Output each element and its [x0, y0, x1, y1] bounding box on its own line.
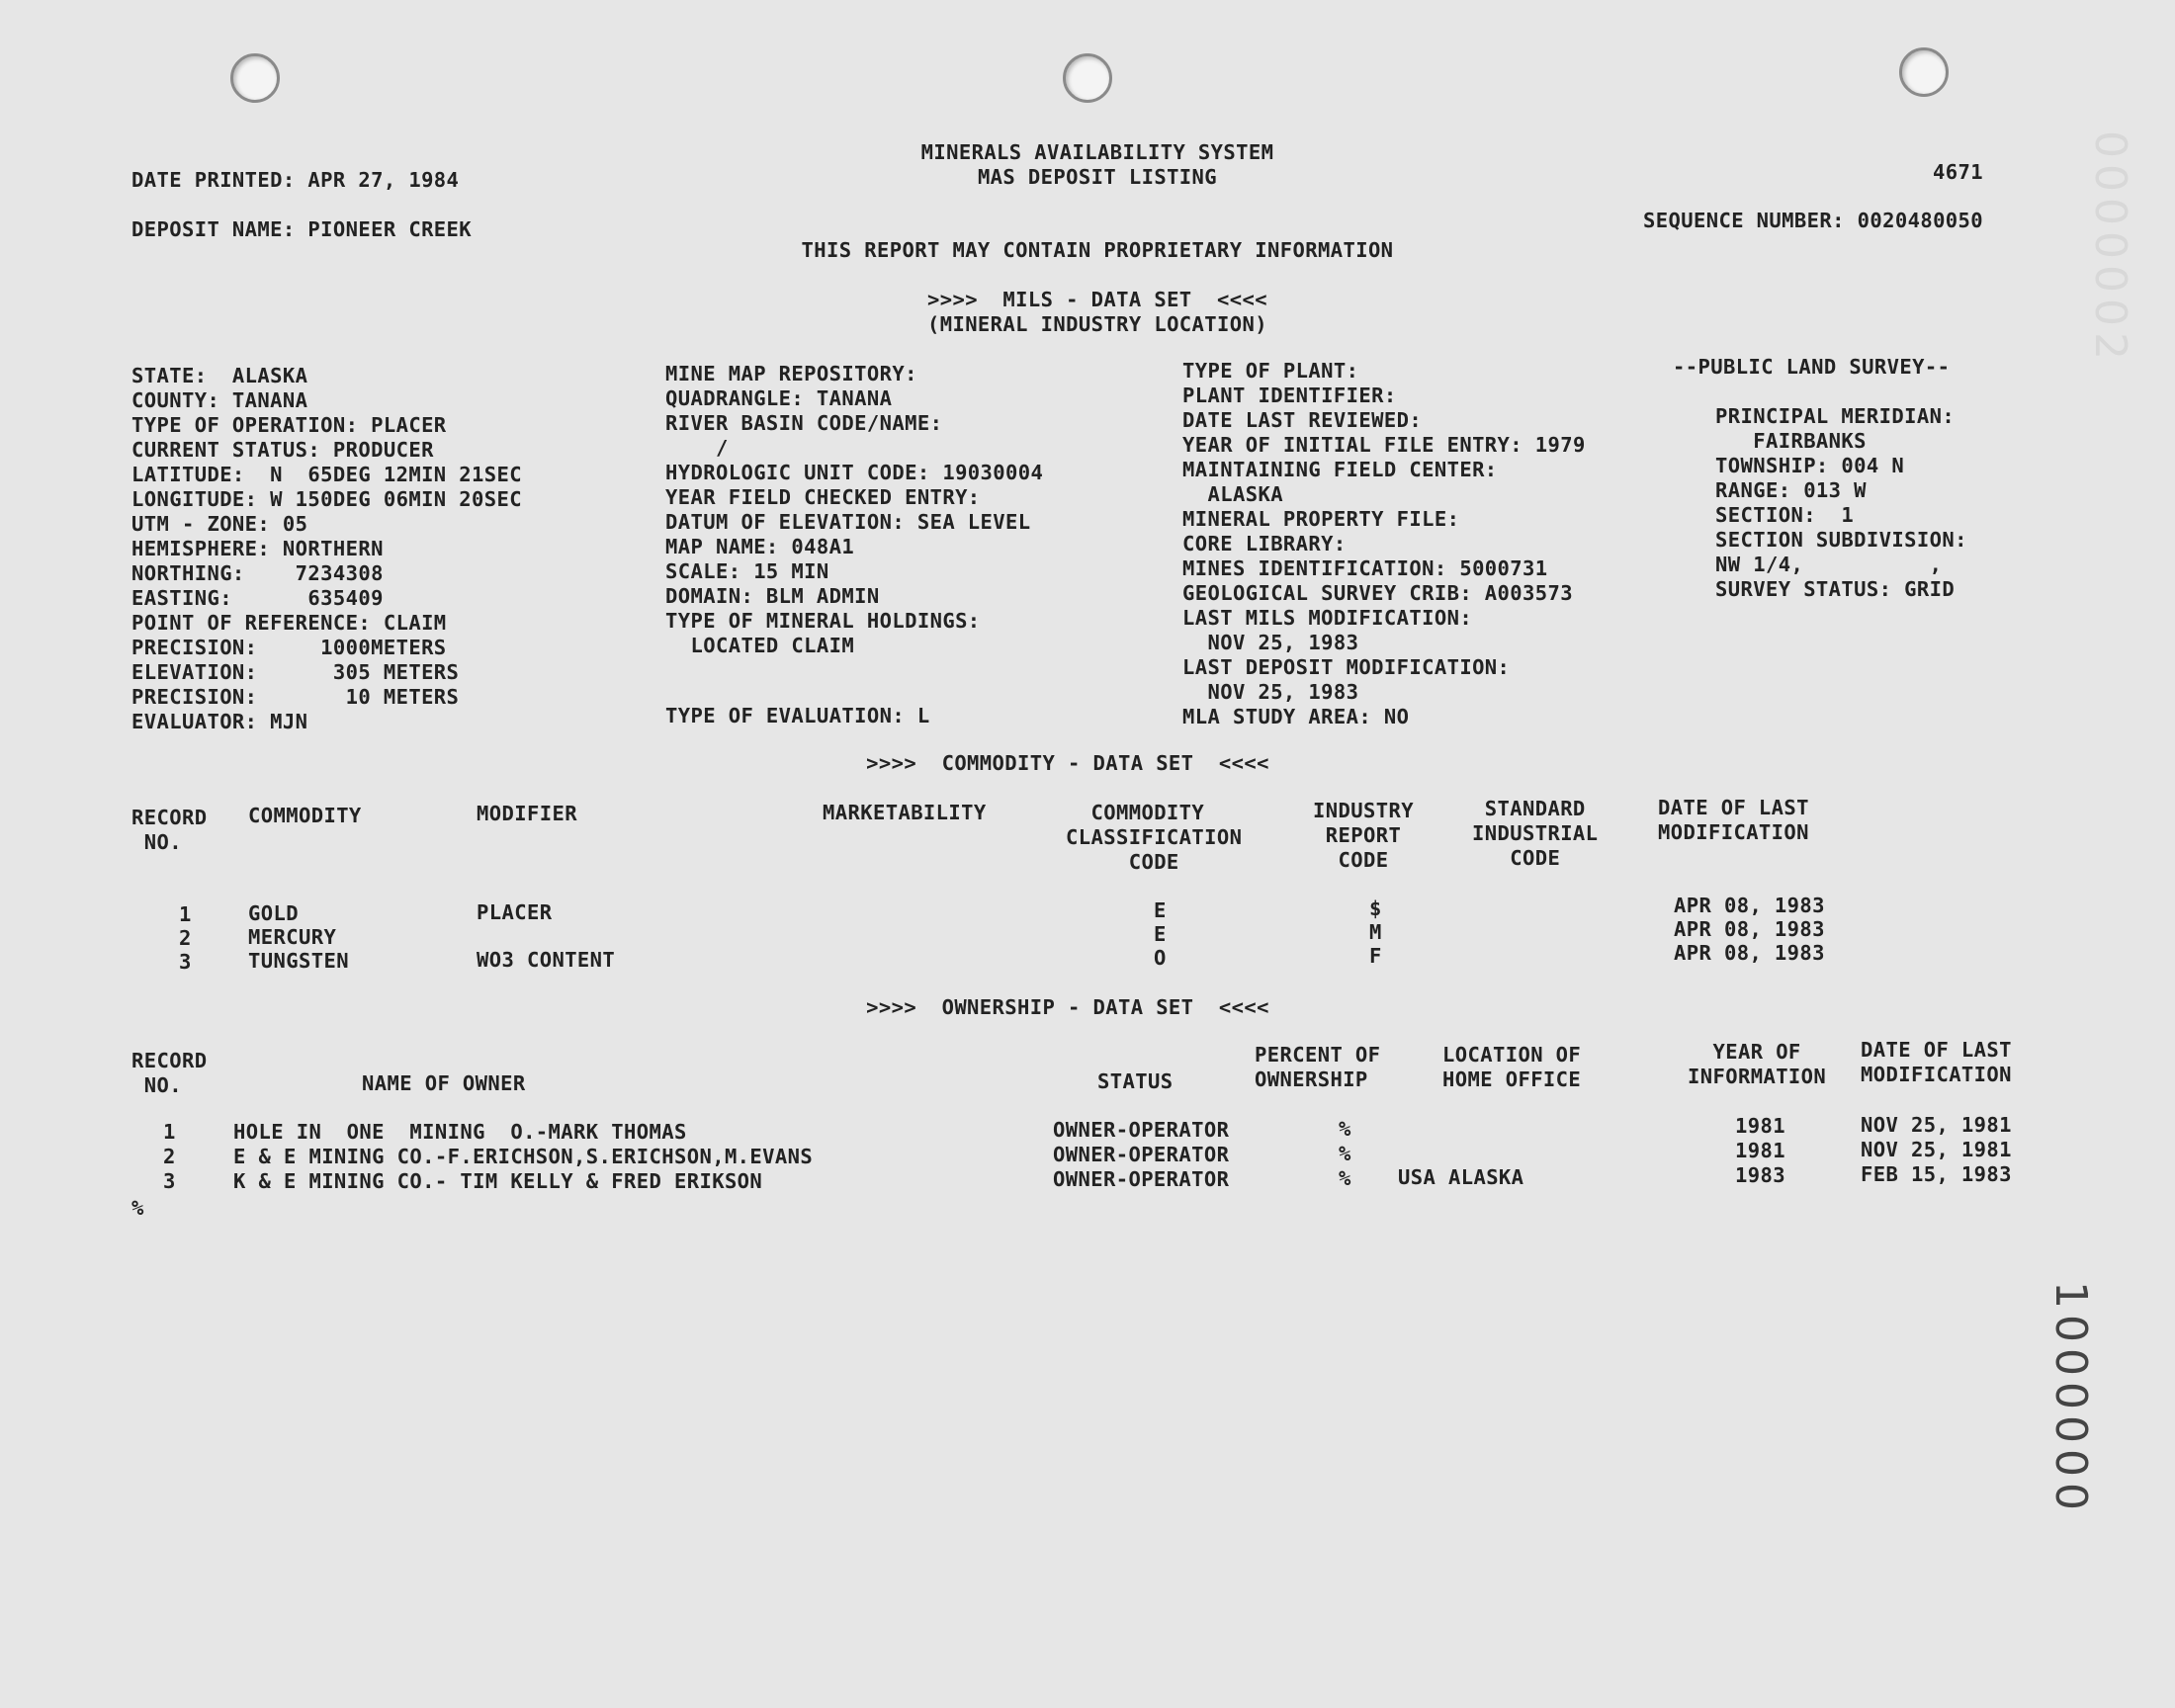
mils-field: QUADRANGLE: TANANA [665, 386, 893, 410]
mils-field: NOV 25, 1983 [1182, 631, 1359, 654]
mils-field: MINES IDENTIFICATION: 5000731 [1182, 556, 1548, 580]
mils-field: DATE LAST REVIEWED: [1182, 408, 1423, 432]
industry-report-code: M [1369, 920, 1382, 944]
date-of-last-modification: FEB 15, 1983 [1861, 1162, 2012, 1186]
mils-heading: >>>> MILS - DATA SET <<<< [926, 288, 1268, 311]
date-of-last-modification: APR 08, 1983 [1674, 941, 1825, 965]
mils-field: EASTING: 635409 [131, 586, 384, 610]
mils-field: NORTHING: 7234308 [131, 561, 384, 585]
mils-field: HYDROLOGIC UNIT CODE: 19030004 [665, 461, 1044, 484]
owner-name: HOLE IN ONE MINING O.-MARK THOMAS [233, 1120, 687, 1144]
mils-field: RANGE: 013 W [1715, 478, 1867, 502]
percent-ownership: % [1339, 1166, 1351, 1190]
deposit-name: DEPOSIT NAME: PIONEER CREEK [131, 217, 473, 241]
mils-field: FAIRBANKS [1715, 429, 1867, 453]
mils-field: TOWNSHIP: 004 N [1715, 454, 1905, 477]
col-header-percent: PERCENT OF OWNERSHIP [1255, 1043, 1381, 1091]
mils-field: LAST DEPOSIT MODIFICATION: [1182, 655, 1511, 679]
mils-subheading: (MINERAL INDUSTRY LOCATION) [926, 312, 1268, 336]
mils-field: UTM - ZONE: 05 [131, 512, 308, 536]
mils-field: COUNTY: TANANA [131, 388, 308, 412]
sequence-number: SEQUENCE NUMBER: 0020480050 [1643, 209, 1984, 232]
mils-field: LONGITUDE: W 150DEG 06MIN 20SEC [131, 487, 523, 511]
classification-code: E [1154, 898, 1167, 922]
mils-field: DOMAIN: BLM ADMIN [665, 584, 880, 608]
mils-field: MINE MAP REPOSITORY: [665, 362, 917, 385]
date-of-last-modification: APR 08, 1983 [1674, 894, 1825, 917]
mils-field: HEMISPHERE: NORTHERN [131, 537, 384, 560]
commodity-heading: >>>> COMMODITY - DATA SET <<<< [866, 751, 1269, 775]
mils-field: DATUM OF ELEVATION: SEA LEVEL [665, 510, 1031, 534]
listing-title: MAS DEPOSIT LISTING [977, 165, 1218, 189]
col-header-location: LOCATION OF HOME OFFICE [1442, 1043, 1582, 1091]
mils-field: YEAR FIELD CHECKED ENTRY: [665, 485, 981, 509]
date-of-last-modification: NOV 25, 1981 [1861, 1138, 2012, 1161]
mils-field: PLANT IDENTIFIER: [1182, 384, 1397, 407]
record-no: 3 [179, 950, 192, 974]
mils-field: PRINCIPAL MERIDIAN: [1715, 404, 1956, 428]
punch-hole-left [230, 53, 280, 103]
home-office: USA ALASKA [1398, 1165, 1524, 1189]
col-header-commodity: COMMODITY [248, 804, 362, 827]
mils-field: SCALE: 15 MIN [665, 559, 829, 583]
public-land-survey-title: --PUBLIC LAND SURVEY-- [1673, 355, 1951, 379]
date-of-last-modification: APR 08, 1983 [1674, 917, 1825, 941]
col-header-date: DATE OF LAST MODIFICATION [1861, 1038, 2012, 1086]
modifier: PLACER [477, 900, 553, 924]
col-header-record: RECORD NO. [131, 1049, 208, 1097]
mils-field: LAST MILS MODIFICATION: [1182, 606, 1473, 630]
ownership-trailer: % [131, 1196, 144, 1220]
mils-field: RIVER BASIN CODE/NAME: [665, 411, 943, 435]
mils-field: PRECISION: 1000METERS [131, 636, 447, 659]
mils-field: ALASKA [1182, 482, 1283, 506]
type-of-evaluation: TYPE OF EVALUATION: L [665, 704, 930, 727]
page-number: 4671 [1933, 160, 1983, 184]
faint-bleedthrough-number: 0000002 [2085, 130, 2135, 366]
col-header-status: STATUS [1097, 1069, 1174, 1093]
record-no: 1 [163, 1120, 176, 1144]
owner-status: OWNER-OPERATOR [1053, 1118, 1230, 1142]
col-header-record: RECORD NO. [131, 806, 208, 854]
mils-field: CORE LIBRARY: [1182, 532, 1347, 555]
punch-hole-right [1899, 47, 1949, 97]
col-header-owner-name: NAME OF OWNER [362, 1071, 526, 1095]
frame-number-stamp: 1000000 [2045, 1281, 2096, 1516]
mils-field: GEOLOGICAL SURVEY CRIB: A003573 [1182, 581, 1574, 605]
mils-field: EVALUATOR: MJN [131, 710, 308, 733]
owner-status: OWNER-OPERATOR [1053, 1167, 1230, 1191]
mils-field: POINT OF REFERENCE: CLAIM [131, 611, 447, 635]
commodity-name: MERCURY [248, 925, 337, 949]
classification-code: O [1154, 946, 1167, 970]
record-no: 2 [179, 926, 192, 950]
owner-status: OWNER-OPERATOR [1053, 1143, 1230, 1166]
mils-field: CURRENT STATUS: PRODUCER [131, 438, 434, 462]
year-of-information: 1983 [1735, 1163, 1785, 1187]
mils-field: LOCATED CLAIM [665, 634, 855, 657]
proprietary-notice: THIS REPORT MAY CONTAIN PROPRIETARY INFORMATION [801, 238, 1394, 262]
percent-ownership: % [1339, 1142, 1351, 1165]
mils-field: MLA STUDY AREA: NO [1182, 705, 1410, 728]
mils-field: STATE: ALASKA [131, 364, 308, 387]
mils-field: SECTION SUBDIVISION: [1715, 528, 1967, 552]
owner-name: K & E MINING CO.- TIM KELLY & FRED ERIKSON [233, 1169, 763, 1193]
col-header-year: YEAR OF INFORMATION [1688, 1040, 1827, 1088]
modifier: WO3 CONTENT [477, 948, 616, 972]
ownership-heading: >>>> OWNERSHIP - DATA SET <<<< [866, 995, 1269, 1019]
mils-field: TYPE OF PLANT: [1182, 359, 1359, 383]
system-title: MINERALS AVAILABILITY SYSTEM [920, 140, 1274, 164]
commodity-name: GOLD [248, 901, 299, 925]
col-header-industry-report: INDUSTRY REPORT CODE [1313, 799, 1414, 872]
mils-field: NW 1/4, , [1715, 553, 1943, 576]
record-no: 2 [163, 1145, 176, 1168]
record-no: 3 [163, 1169, 176, 1193]
mils-field: SECTION: 1 [1715, 503, 1855, 527]
year-of-information: 1981 [1735, 1114, 1785, 1138]
col-header-date: DATE OF LAST MODIFICATION [1658, 796, 1809, 844]
col-header-sic: STANDARD INDUSTRIAL CODE [1472, 797, 1599, 870]
col-header-modifier: MODIFIER [477, 802, 577, 825]
mils-field: MAP NAME: 048A1 [665, 535, 855, 558]
mils-field: NOV 25, 1983 [1182, 680, 1359, 704]
mils-field: YEAR OF INITIAL FILE ENTRY: 1979 [1182, 433, 1586, 457]
mils-field: MINERAL PROPERTY FILE: [1182, 507, 1460, 531]
mils-field: MAINTAINING FIELD CENTER: [1182, 458, 1498, 481]
date-printed: DATE PRINTED: APR 27, 1984 [131, 168, 460, 192]
punch-hole-center [1063, 53, 1112, 103]
mils-field: TYPE OF OPERATION: PLACER [131, 413, 447, 437]
classification-code: E [1154, 922, 1167, 946]
col-header-marketability: MARKETABILITY [823, 801, 987, 824]
industry-report-code: F [1369, 944, 1382, 968]
owner-name: E & E MINING CO.-F.ERICHSON,S.ERICHSON,M.EVANS [233, 1145, 814, 1168]
date-of-last-modification: NOV 25, 1981 [1861, 1113, 2012, 1137]
industry-report-code: $ [1369, 897, 1382, 920]
col-header-classification: COMMODITY CLASSIFICATION CODE [1066, 801, 1243, 874]
mils-field: ELEVATION: 305 METERS [131, 660, 460, 684]
mils-field: PRECISION: 10 METERS [131, 685, 460, 709]
mils-field: / [665, 436, 729, 460]
percent-ownership: % [1339, 1117, 1351, 1141]
mils-field: LATITUDE: N 65DEG 12MIN 21SEC [131, 463, 523, 486]
record-no: 1 [179, 902, 192, 926]
mils-field: SURVEY STATUS: GRID [1715, 577, 1956, 601]
commodity-name: TUNGSTEN [248, 949, 349, 973]
year-of-information: 1981 [1735, 1139, 1785, 1162]
mils-field: TYPE OF MINERAL HOLDINGS: [665, 609, 981, 633]
